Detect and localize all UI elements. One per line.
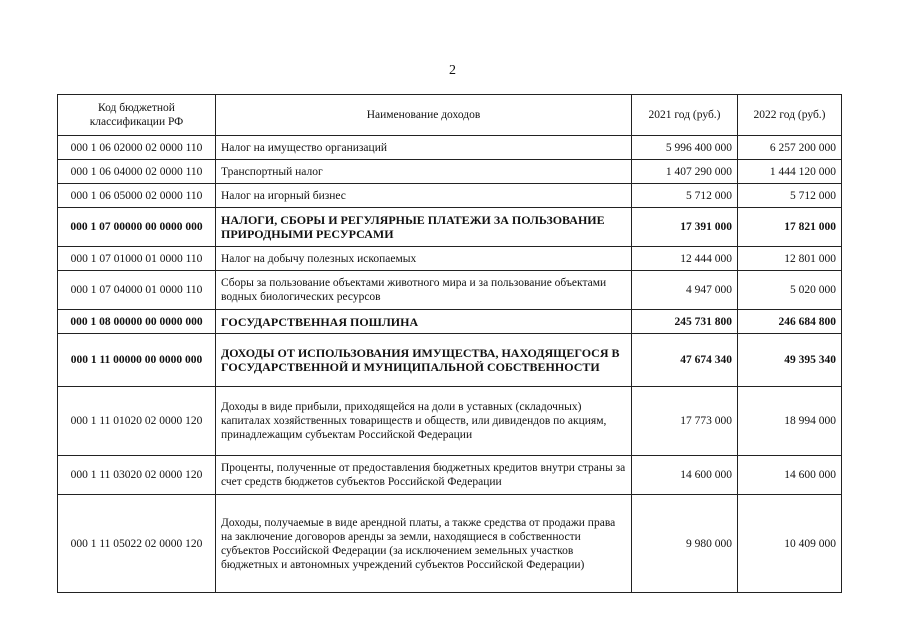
header-name: Наименование доходов (216, 95, 632, 136)
row-code: 000 1 07 01000 01 0000 110 (58, 247, 216, 271)
row-2021: 17 391 000 (632, 208, 738, 247)
row-2021: 5 712 000 (632, 184, 738, 208)
row-2022: 1 444 120 000 (738, 160, 842, 184)
row-2021: 245 731 800 (632, 310, 738, 334)
row-2021: 14 600 000 (632, 456, 738, 495)
row-code: 000 1 11 03020 02 0000 120 (58, 456, 216, 495)
table-row (58, 271, 842, 310)
row-name: Доходы в виде прибыли, приходящейся на доли в уставных (складочных) капиталах хозяйственных товариществ и обществ, или дивидендов по акциям, принадлежащим субъектам Российской Федерации (216, 387, 632, 456)
header-code: Код бюджетной классификации РФ (58, 95, 216, 136)
table-header-row (58, 95, 842, 136)
row-2022: 6 257 200 000 (738, 136, 842, 160)
row-name: Налог на игорный бизнес (216, 184, 632, 208)
row-2022: 18 994 000 (738, 387, 842, 456)
table-row (58, 247, 842, 271)
table-row (58, 387, 842, 456)
row-2022: 5 712 000 (738, 184, 842, 208)
row-name: Доходы, получаемые в виде арендной платы, а также средства от продажи права на заключение договоров аренды за земли, находящиеся в собственности субъектов Российской Федерации (за исключением земельных участков бюджетных и автономных учреждений субъектов Российской Федерации) (216, 495, 632, 593)
row-2021: 5 996 400 000 (632, 136, 738, 160)
table-row (58, 456, 842, 495)
row-name: Налог на имущество организаций (216, 136, 632, 160)
row-2022: 246 684 800 (738, 310, 842, 334)
header-2022: 2022 год (руб.) (738, 95, 842, 136)
row-name: Налог на добычу полезных ископаемых (216, 247, 632, 271)
revenue-table (57, 94, 842, 593)
row-code: 000 1 06 04000 02 0000 110 (58, 160, 216, 184)
table-row (58, 184, 842, 208)
row-code: 000 1 11 05022 02 0000 120 (58, 495, 216, 593)
table-row (58, 160, 842, 184)
row-name: Транспортный налог (216, 160, 632, 184)
row-code: 000 1 06 05000 02 0000 110 (58, 184, 216, 208)
row-name: ДОХОДЫ ОТ ИСПОЛЬЗОВАНИЯ ИМУЩЕСТВА, НАХОДЯЩЕГОСЯ В ГОСУДАРСТВЕННОЙ И МУНИЦИПАЛЬНОЙ СОБСТВЕННОСТИ (216, 334, 632, 387)
table-row (58, 495, 842, 593)
row-code: 000 1 08 00000 00 0000 000 (58, 310, 216, 334)
row-2022: 12 801 000 (738, 247, 842, 271)
row-code: 000 1 11 00000 00 0000 000 (58, 334, 216, 387)
header-2021: 2021 год (руб.) (632, 95, 738, 136)
row-2021: 12 444 000 (632, 247, 738, 271)
table-row-section (58, 208, 842, 247)
row-2021: 1 407 290 000 (632, 160, 738, 184)
row-2022: 49 395 340 (738, 334, 842, 387)
page-number: 2 (449, 63, 456, 78)
row-2022: 17 821 000 (738, 208, 842, 247)
row-2021: 4 947 000 (632, 271, 738, 310)
table-row (58, 136, 842, 160)
row-2021: 47 674 340 (632, 334, 738, 387)
row-2022: 10 409 000 (738, 495, 842, 593)
table-row-section (58, 310, 842, 334)
row-name: Сборы за пользование объектами животного мира и за пользование объектами водных биологических ресурсов (216, 271, 632, 310)
row-name: ГОСУДАРСТВЕННАЯ ПОШЛИНА (216, 310, 632, 334)
row-2021: 17 773 000 (632, 387, 738, 456)
table-row-section (58, 334, 842, 387)
row-code: 000 1 07 00000 00 0000 000 (58, 208, 216, 247)
row-2022: 5 020 000 (738, 271, 842, 310)
row-name: Проценты, полученные от предоставления бюджетных кредитов внутри страны за счет средств бюджетов субъектов Российской Федерации (216, 456, 632, 495)
row-2022: 14 600 000 (738, 456, 842, 495)
row-2021: 9 980 000 (632, 495, 738, 593)
row-code: 000 1 07 04000 01 0000 110 (58, 271, 216, 310)
row-code: 000 1 06 02000 02 0000 110 (58, 136, 216, 160)
row-name: НАЛОГИ, СБОРЫ И РЕГУЛЯРНЫЕ ПЛАТЕЖИ ЗА ПОЛЬЗОВАНИЕ ПРИРОДНЫМИ РЕСУРСАМИ (216, 208, 632, 247)
row-code: 000 1 11 01020 02 0000 120 (58, 387, 216, 456)
